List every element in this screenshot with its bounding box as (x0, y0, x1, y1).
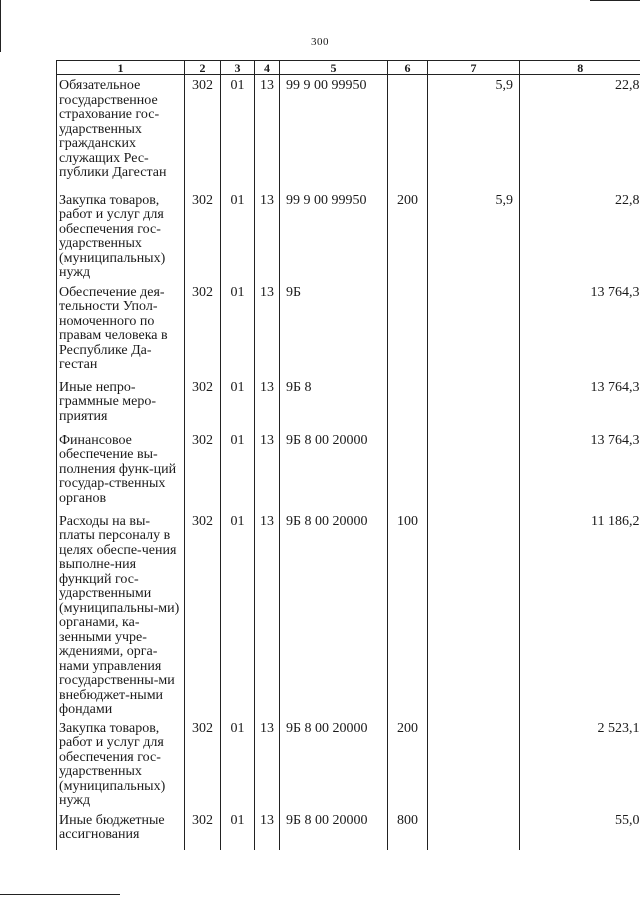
header-cell-5: 5 (280, 61, 388, 75)
row-col6 (388, 377, 428, 430)
row-col3: 01 (221, 190, 255, 282)
row-col3: 01 (221, 810, 255, 850)
table-row (57, 718, 640, 810)
row-name: Обеспечение дея-тельности Упол-номоченного по правам человека в Республике Да-гестан (57, 282, 185, 377)
table-row (57, 511, 640, 718)
row-name: Обязательное государственное страхование гос-ударственных гражданских служащих Рес-публики Дагестан (57, 75, 185, 190)
row-col3: 01 (221, 75, 255, 190)
row-col2: 302 (185, 430, 221, 511)
row-col7 (428, 430, 520, 511)
row-col4: 13 (255, 190, 280, 282)
row-col5: 9Б (280, 282, 388, 377)
row-col2: 302 (185, 282, 221, 377)
row-col8: 11 186,2 (520, 511, 640, 718)
row-col2: 302 (185, 190, 221, 282)
row-col8: 13 764,3 (520, 282, 640, 377)
header-cell-3: 3 (221, 61, 255, 75)
row-col2: 302 (185, 511, 221, 718)
row-col2: 302 (185, 377, 221, 430)
header-cell-6: 6 (388, 61, 428, 75)
row-col5: 99 9 00 99950 (280, 75, 388, 190)
row-col8: 2 523,1 (520, 718, 640, 810)
row-col5: 9Б 8 00 20000 (280, 718, 388, 810)
table-row (57, 377, 640, 430)
header-cell-4: 4 (255, 61, 280, 75)
row-col4: 13 (255, 75, 280, 190)
row-col7 (428, 377, 520, 430)
row-col5: 9Б 8 00 20000 (280, 430, 388, 511)
row-col3: 01 (221, 282, 255, 377)
row-col2: 302 (185, 75, 221, 190)
row-col5: 9Б 8 00 20000 (280, 511, 388, 718)
row-col3: 01 (221, 511, 255, 718)
row-col4: 13 (255, 282, 280, 377)
row-col8: 55,0 (520, 810, 640, 850)
row-col7 (428, 810, 520, 850)
row-col4: 13 (255, 430, 280, 511)
row-col4: 13 (255, 377, 280, 430)
row-name: Иные бюджетные ассигнования (57, 810, 185, 850)
budget-table (56, 60, 640, 850)
margin-line-top-right (590, 0, 640, 1)
row-col4: 13 (255, 810, 280, 850)
row-col6 (388, 75, 428, 190)
row-col7 (428, 718, 520, 810)
row-col6: 200 (388, 718, 428, 810)
row-col3: 01 (221, 430, 255, 511)
header-cell-1: 1 (57, 61, 185, 75)
table-row (57, 430, 640, 511)
row-col5: 9Б 8 00 20000 (280, 810, 388, 850)
row-col4: 13 (255, 511, 280, 718)
row-col5: 99 9 00 99950 (280, 190, 388, 282)
row-col8: 22,8 (520, 75, 640, 190)
row-col6 (388, 282, 428, 377)
row-col6 (388, 430, 428, 511)
row-col4: 13 (255, 718, 280, 810)
margin-line-bottom (0, 894, 120, 895)
table-body (57, 75, 640, 850)
table-row (57, 190, 640, 282)
row-col5: 9Б 8 (280, 377, 388, 430)
row-col6: 200 (388, 190, 428, 282)
header-cell-2: 2 (185, 61, 221, 75)
row-col8: 13 764,3 (520, 430, 640, 511)
row-name: Закупка товаров, работ и услуг для обеспечения гос-ударственных (муниципальных) нужд (57, 718, 185, 810)
row-col7: 5,9 (428, 75, 520, 190)
row-name: Расходы на вы-платы персоналу в целях обеспе-чения выполне-ния функций гос-ударственными (муниципальны-ми) органами, ка-зенными учре-ждениями, орга-нами управления государственны-ми внебюджет-ными фондами (57, 511, 185, 718)
page-number: 300 (311, 36, 329, 48)
row-col6: 800 (388, 810, 428, 850)
row-col3: 01 (221, 377, 255, 430)
table-header (57, 61, 640, 75)
row-col8: 22,8 (520, 190, 640, 282)
row-col7 (428, 282, 520, 377)
row-name: Финансовое обеспечение вы-полнения функ-ций государ-ственных органов (57, 430, 185, 511)
row-col7: 5,9 (428, 190, 520, 282)
row-name: Иные непро-граммные меро-приятия (57, 377, 185, 430)
header-cell-8: 8 (520, 61, 640, 75)
table-row (57, 282, 640, 377)
row-col2: 302 (185, 718, 221, 810)
row-col6: 100 (388, 511, 428, 718)
header-row (57, 61, 640, 75)
table-row (57, 810, 640, 850)
row-col7 (428, 511, 520, 718)
row-col8: 13 764,3 (520, 377, 640, 430)
header-cell-7: 7 (428, 61, 520, 75)
row-col2: 302 (185, 810, 221, 850)
row-name: Закупка товаров, работ и услуг для обеспечения гос-ударственных (муниципальных) нужд (57, 190, 185, 282)
row-col3: 01 (221, 718, 255, 810)
table-row (57, 75, 640, 190)
